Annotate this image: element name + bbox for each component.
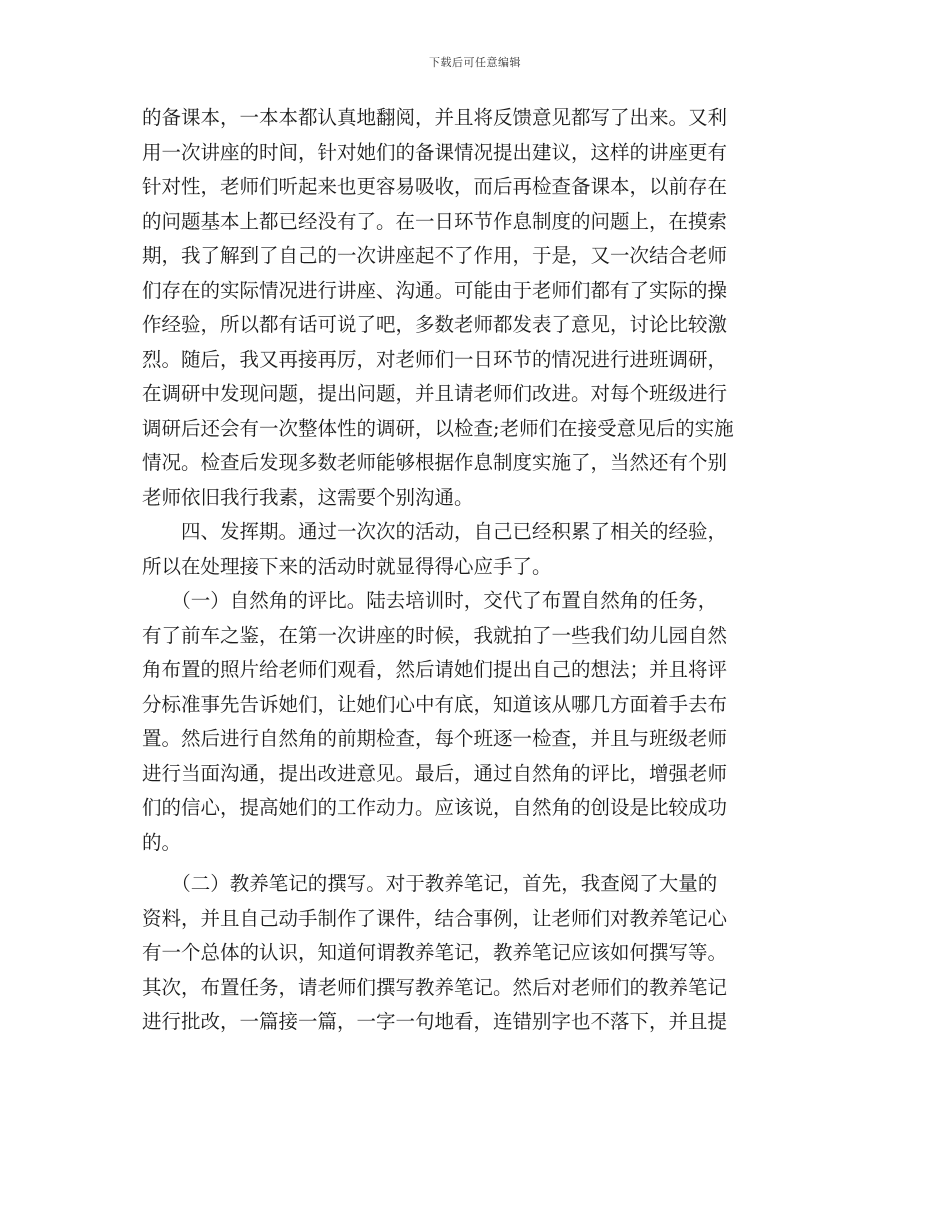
text-line: 的。 <box>142 830 182 854</box>
paragraph-spacer <box>142 860 810 867</box>
text-line: 的备课本，一本本都认真地翻阅，并且将反馈意见都写了出来。又利 <box>142 106 728 129</box>
text-line: 置。然后进行自然角的前期检查，每个班逐一检查，并且与班级老师 <box>142 727 728 750</box>
paragraph-2 <box>142 515 810 584</box>
text-line: 分标准事先告诉她们，让她们心中有底，知道该从哪几方面着手去布 <box>142 692 728 716</box>
text-line: 进行当面沟通，提出改进意见。最后，通过自然角的评比，增强老师 <box>142 761 728 785</box>
text-line: 其次，布置任务，请老师们撰写教养笔记。然后对老师们的教养笔记 <box>142 975 728 999</box>
text-line: 所以在处理接下来的活动时就显得得心应手了。 <box>142 554 552 578</box>
text-line: 烈。随后，我又再接再厉，对老师们一日环节的情况进行进班调研， <box>142 347 728 371</box>
text-line: 调研后还会有一次整体性的调研，以检查;老师们在接受意见后的实施 <box>142 416 734 440</box>
text-line: 针对性，老师们听起来也更容易吸收，而后再检查备课本，以前存在 <box>142 175 728 198</box>
text-line: 情况。检查后发现多数老师能够根据作息制度实施了，当然还有个别 <box>142 451 728 474</box>
text-line: 进行批改，一篇接一篇，一字一句地看，连错别字也不落下，并且提 <box>142 1010 728 1033</box>
text-line: （一）自然角的评比。陆去培训时，交代了布置自然角的任务， <box>142 589 718 612</box>
paragraph-3 <box>142 584 810 860</box>
text-line: 在调研中发现问题，提出问题，并且请老师们改进。对每个班级进行 <box>142 382 728 405</box>
document-body <box>142 101 810 1040</box>
paragraph-4 <box>142 867 810 1040</box>
paragraph-1 <box>142 101 810 515</box>
text-line: 角布置的照片给老师们观看，然后请她们提出自己的想法；并且将评 <box>142 658 728 681</box>
text-line: 用一次讲座的时间，针对她们的备课情况提出建议，这样的讲座更有 <box>142 140 728 164</box>
text-line: 的问题基本上都已经没有了。在一日环节作息制度的问题上，在摸索 <box>142 209 728 233</box>
text-line: 作经验，所以都有话可说了吧，多数老师都发表了意见，讨论比较激 <box>142 313 728 336</box>
text-line: 们存在的实际情况进行讲座、沟通。可能由于老师们都有了实际的操 <box>142 278 728 302</box>
page-header: 下载后可任意编辑 <box>429 56 521 69</box>
text-line: 资料，并且自己动手制作了课件，结合事例，让老师们对教养笔记心 <box>142 906 728 930</box>
text-line: 老师依旧我行我素，这需要个别沟通。 <box>142 485 474 509</box>
text-line: （二）教养笔记的撰写。对于教养笔记，首先，我查阅了大量的 <box>142 872 718 895</box>
text-line: 们的信心，提高她们的工作动力。应该说，自然角的创设是比较成功 <box>142 796 728 819</box>
text-line: 有一个总体的认识，知道何谓教养笔记，教养笔记应该如何撰写等。 <box>142 941 728 964</box>
text-line: 有了前车之鉴，在第一次讲座的时候，我就拍了一些我们幼儿园自然 <box>142 623 728 647</box>
text-line: 四、发挥期。通过一次次的活动，自己已经积累了相关的经验， <box>142 520 728 543</box>
text-line: 期，我了解到了自己的一次讲座起不了作用，于是，又一次结合老师 <box>142 244 728 267</box>
